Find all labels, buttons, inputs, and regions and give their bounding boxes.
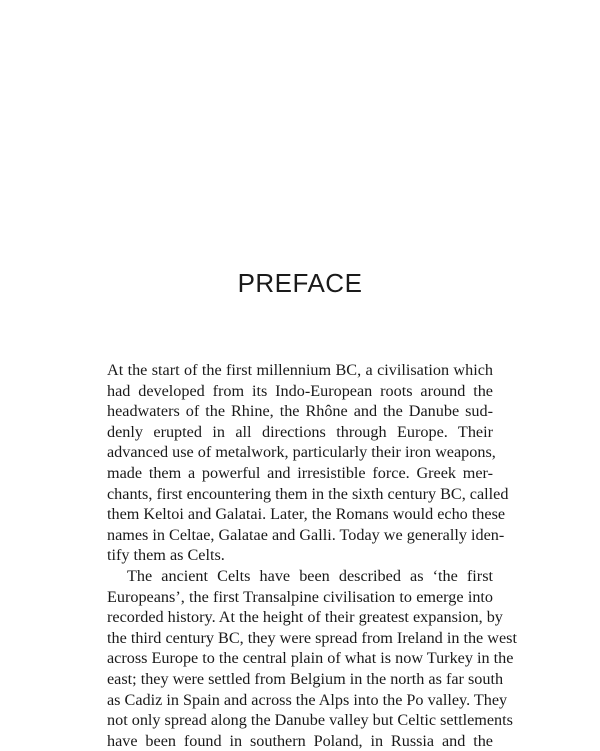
body-text bbox=[107, 360, 517, 751]
text-line: as Cadiz in Spain and across the Alps into the Po valley. They bbox=[107, 690, 508, 709]
text-line: Europeans’, the first Transalpine civilisation to emerge into bbox=[107, 587, 493, 606]
text-line: had developed from its Indo-European roots around the bbox=[107, 381, 493, 400]
text-line: tify them as Celts. bbox=[107, 546, 225, 565]
text-line: east; they were settled from Belgium in the north as far south bbox=[107, 669, 504, 688]
text-line: headwaters of the Rhine, the Rhône and the Danube sud- bbox=[107, 402, 493, 421]
text-line: denly erupted in all directions through Europe. Their bbox=[107, 422, 493, 441]
text-line: At the start of the first millennium BC, a civilisation which bbox=[107, 361, 493, 379]
text-line: advanced use of metalwork, particularly their iron weapons, bbox=[107, 443, 496, 462]
text-line: made them a powerful and irresistible force. Greek mer- bbox=[107, 463, 493, 482]
chapter-heading: PREFACE bbox=[237, 268, 363, 298]
text-line: names in Celtae, Galatae and Galli. Today we generally iden- bbox=[107, 525, 505, 544]
paragraph-2 bbox=[107, 566, 517, 751]
text-line: them Keltoi and Galatai. Later, the Romans would echo these bbox=[107, 505, 506, 524]
paragraph-1 bbox=[107, 360, 509, 566]
text-line: across Europe to the central plain of what is now Turkey in the bbox=[107, 649, 514, 668]
text-line: chants, first encountering them in the sixth century BC, called bbox=[107, 484, 509, 503]
text-line: The ancient Celts have been described as ‘the first bbox=[127, 566, 493, 585]
text-line: recorded history. At the height of their greatest expansion, by bbox=[107, 608, 503, 627]
text-line: the third century BC, they were spread from Ireland in the west bbox=[107, 628, 517, 647]
text-line: not only spread along the Danube valley but Celtic settlements bbox=[107, 711, 513, 730]
text-line: have been found in southern Poland, in Russia and the bbox=[107, 731, 493, 750]
